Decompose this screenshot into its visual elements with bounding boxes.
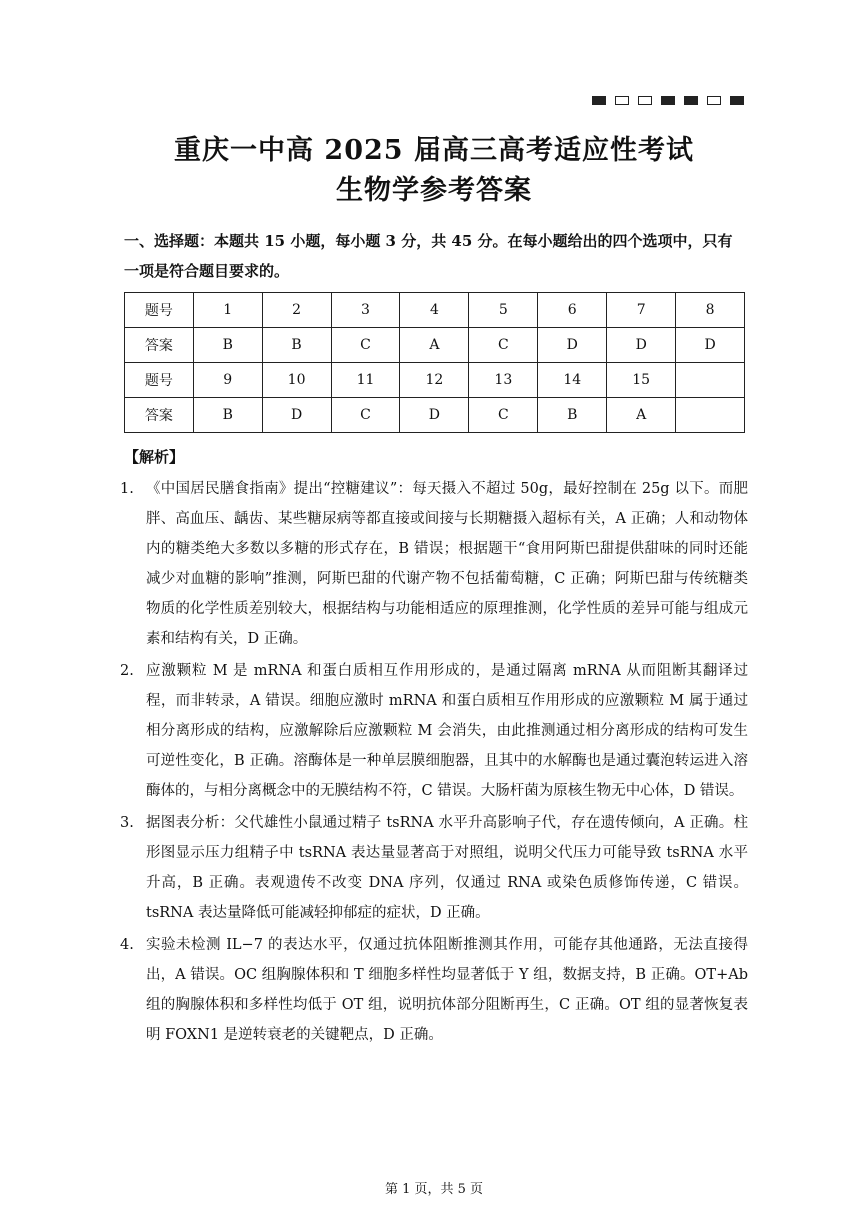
row-header-cell: 答案: [125, 328, 194, 363]
table-cell: 6: [538, 293, 607, 328]
header-mark-filled: [684, 96, 698, 105]
item-text: 《中国居民膳食指南》提出“控糖建议”：每天摄入不超过 50g，最好控制在 25g 以下。而肥胖、高血压、龋齿、某些糖尿病等都直接或间接与长期糖摄入超标有关，A 正确；人和动物体内的糖类绝大多数以多糖的形式存在，B 错误；根据题干“食用阿斯巴甜提供甜味的同时还能减少对血糖的影响”推测，阿斯巴甜的代谢产物不包括葡萄糖，C 正确；阿斯巴甜与传统糖类物质的化学性质差别较大，根据结构与功能相适应的原理推测，化学性质的差异可能与组成元素和结构有关，D 正确。: [146, 481, 748, 647]
analysis-list: [120, 474, 748, 1052]
table-cell: [676, 398, 745, 433]
table-cell: B: [538, 398, 607, 433]
table-cell: 9: [193, 363, 262, 398]
list-item: [120, 930, 748, 1050]
table-cell: B: [262, 328, 331, 363]
page-footer: 第 1 页，共 5 页: [384, 1182, 484, 1197]
table-cell: 11: [331, 363, 400, 398]
table-cell: 15: [607, 363, 676, 398]
row-header-cell: 题号: [125, 293, 194, 328]
item-number: 2.: [120, 663, 134, 679]
table-cell: C: [331, 398, 400, 433]
table-cell: 4: [400, 293, 469, 328]
table-cell: A: [400, 328, 469, 363]
table-cell: 13: [469, 363, 538, 398]
table-cell: D: [262, 398, 331, 433]
table-cell: D: [400, 398, 469, 433]
header-mark-filled: [730, 96, 744, 105]
table-cell: 12: [400, 363, 469, 398]
header-mark-empty: [615, 96, 629, 105]
row-header-cell: 答案: [125, 398, 194, 433]
row-header-cell: 题号: [125, 363, 194, 398]
header-mark-filled: [661, 96, 675, 105]
title-line-2: 生物学参考答案: [336, 175, 532, 206]
table-cell: C: [469, 328, 538, 363]
answer-table: [124, 292, 745, 433]
table-cell: 2: [262, 293, 331, 328]
table-cell: C: [331, 328, 400, 363]
table-row: [125, 328, 745, 363]
table-cell: C: [469, 398, 538, 433]
header-mark-empty: [707, 96, 721, 105]
section-heading: 一、选择题：本题共 15 小题，每小题 3 分，共 45 分。在每小题给出的四个选项中，只有一项是符合题目要求的。: [124, 232, 733, 280]
table-cell: D: [607, 328, 676, 363]
item-number: 4.: [120, 937, 134, 953]
header-mark-filled: [592, 96, 606, 105]
table-cell: A: [607, 398, 676, 433]
list-item: [120, 656, 748, 806]
list-item: [120, 474, 748, 654]
table-row: [125, 293, 745, 328]
table-cell: 8: [676, 293, 745, 328]
item-number: 1.: [120, 481, 134, 497]
table-cell: D: [676, 328, 745, 363]
item-text: 应激颗粒 M 是 mRNA 和蛋白质相互作用形成的，是通过隔离 mRNA 从而阻断其翻译过程，而非转录，A 错误。细胞应激时 mRNA 和蛋白质相互作用形成的应激颗粒 M 属于通过相分离形成的结构，应激解除后应激颗粒 M 会消失，由此推测通过相分离形成的结构可发生可逆性变化，B 正确。溶酶体是一种单层膜细胞器，且其中的水解酶也是通过囊泡转运进入溶酶体的，与相分离概念中的无膜结构不符，C 错误。大肠杆菌为原核生物无中心体，D 错误。: [146, 663, 748, 799]
table-row: [125, 363, 745, 398]
table-cell: 7: [607, 293, 676, 328]
table-cell: 1: [193, 293, 262, 328]
item-text: 实验未检测 IL−7 的表达水平，仅通过抗体阻断推测其作用，可能存其他通路，无法直接得出，A 错误。OC 组胸腺体积和 T 细胞多样性均显著低于 Y 组，数据支持，B 正确。OT+Ab 组的胸腺体积和多样性均低于 OT 组，说明抗体部分阻断再生，C 正确。OT 组的显著恢复表明 FOXN1 是逆转衰老的关键靶点，D 正确。: [146, 937, 748, 1043]
table-cell: 14: [538, 363, 607, 398]
table-cell: B: [193, 328, 262, 363]
analysis-heading: 【解析】: [124, 448, 185, 466]
table-cell: D: [538, 328, 607, 363]
table-cell: 5: [469, 293, 538, 328]
table-cell: B: [193, 398, 262, 433]
item-number: 3.: [120, 815, 134, 831]
table-row: [125, 398, 745, 433]
title-line-1: 重庆一中高 2025 届高三高考适应性考试: [174, 135, 694, 166]
table-cell: [676, 363, 745, 398]
header-marks: [592, 96, 744, 105]
table-cell: 10: [262, 363, 331, 398]
table-cell: 3: [331, 293, 400, 328]
header-mark-empty: [638, 96, 652, 105]
list-item: [120, 808, 748, 928]
item-text: 据图表分析：父代雄性小鼠通过精子 tsRNA 水平升高影响子代，存在遗传倾向，A 正确。柱形图显示压力组精子中 tsRNA 表达量显著高于对照组，说明父代压力可能导致 tsRNA 水平升高，B 正确。表观遗传不改变 DNA 序列，仅通过 RNA 或染色质修饰传递，C 错误。tsRNA 表达量降低可能减轻抑郁症的症状，D 正确。: [146, 815, 748, 921]
